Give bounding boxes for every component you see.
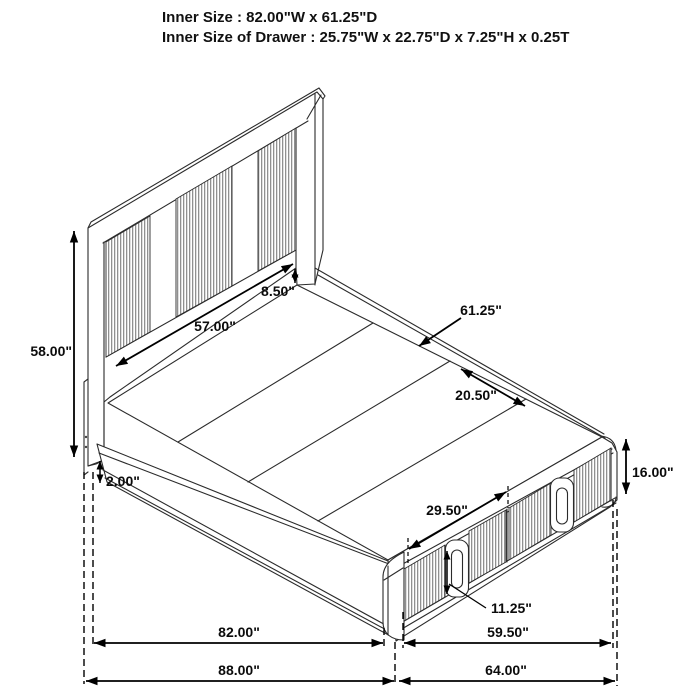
dim-platform-inner-depth-label: 61.25"	[460, 302, 502, 318]
dim-overall-length	[86, 662, 394, 681]
title-drawer-size: Inner Size of Drawer : 25.75"W x 22.75"D x 7.25"H x 0.25T	[162, 29, 570, 46]
dim-overall-length-label: 88.00"	[218, 662, 260, 678]
dim-headboard-panel-width-label: 57.00"	[194, 318, 236, 334]
front-corner-post	[383, 552, 404, 640]
dim-platform-inner-length-label: 82.00"	[218, 624, 260, 640]
title-inner-size: Inner Size : 82.00"W x 61.25"D	[162, 9, 378, 26]
dim-headboard-height	[30, 231, 74, 457]
drawer-2-handle	[551, 478, 574, 532]
dim-footboard-height-label: 16.00"	[632, 464, 674, 480]
dim-drawer-front-height-label: 11.25"	[491, 600, 532, 616]
dim-platform-inner-length	[94, 624, 383, 643]
dim-headboard-height-label: 58.00"	[30, 343, 72, 359]
dim-overall-width	[399, 662, 615, 681]
dim-overall-width-label: 64.00"	[485, 662, 527, 678]
dim-footboard-height	[626, 439, 674, 494]
dim-footboard-drawer-span-label: 59.50"	[487, 624, 529, 640]
dim-deck-panel-width-label: 20.50"	[455, 387, 497, 403]
dim-headboard-deck-gap-label: 8.50"	[261, 283, 295, 299]
dim-floor-clearance-label: 2.00"	[106, 473, 140, 489]
dim-footboard-drawer-span	[404, 624, 611, 643]
dim-drawer-front-width-label: 29.50"	[426, 502, 468, 518]
